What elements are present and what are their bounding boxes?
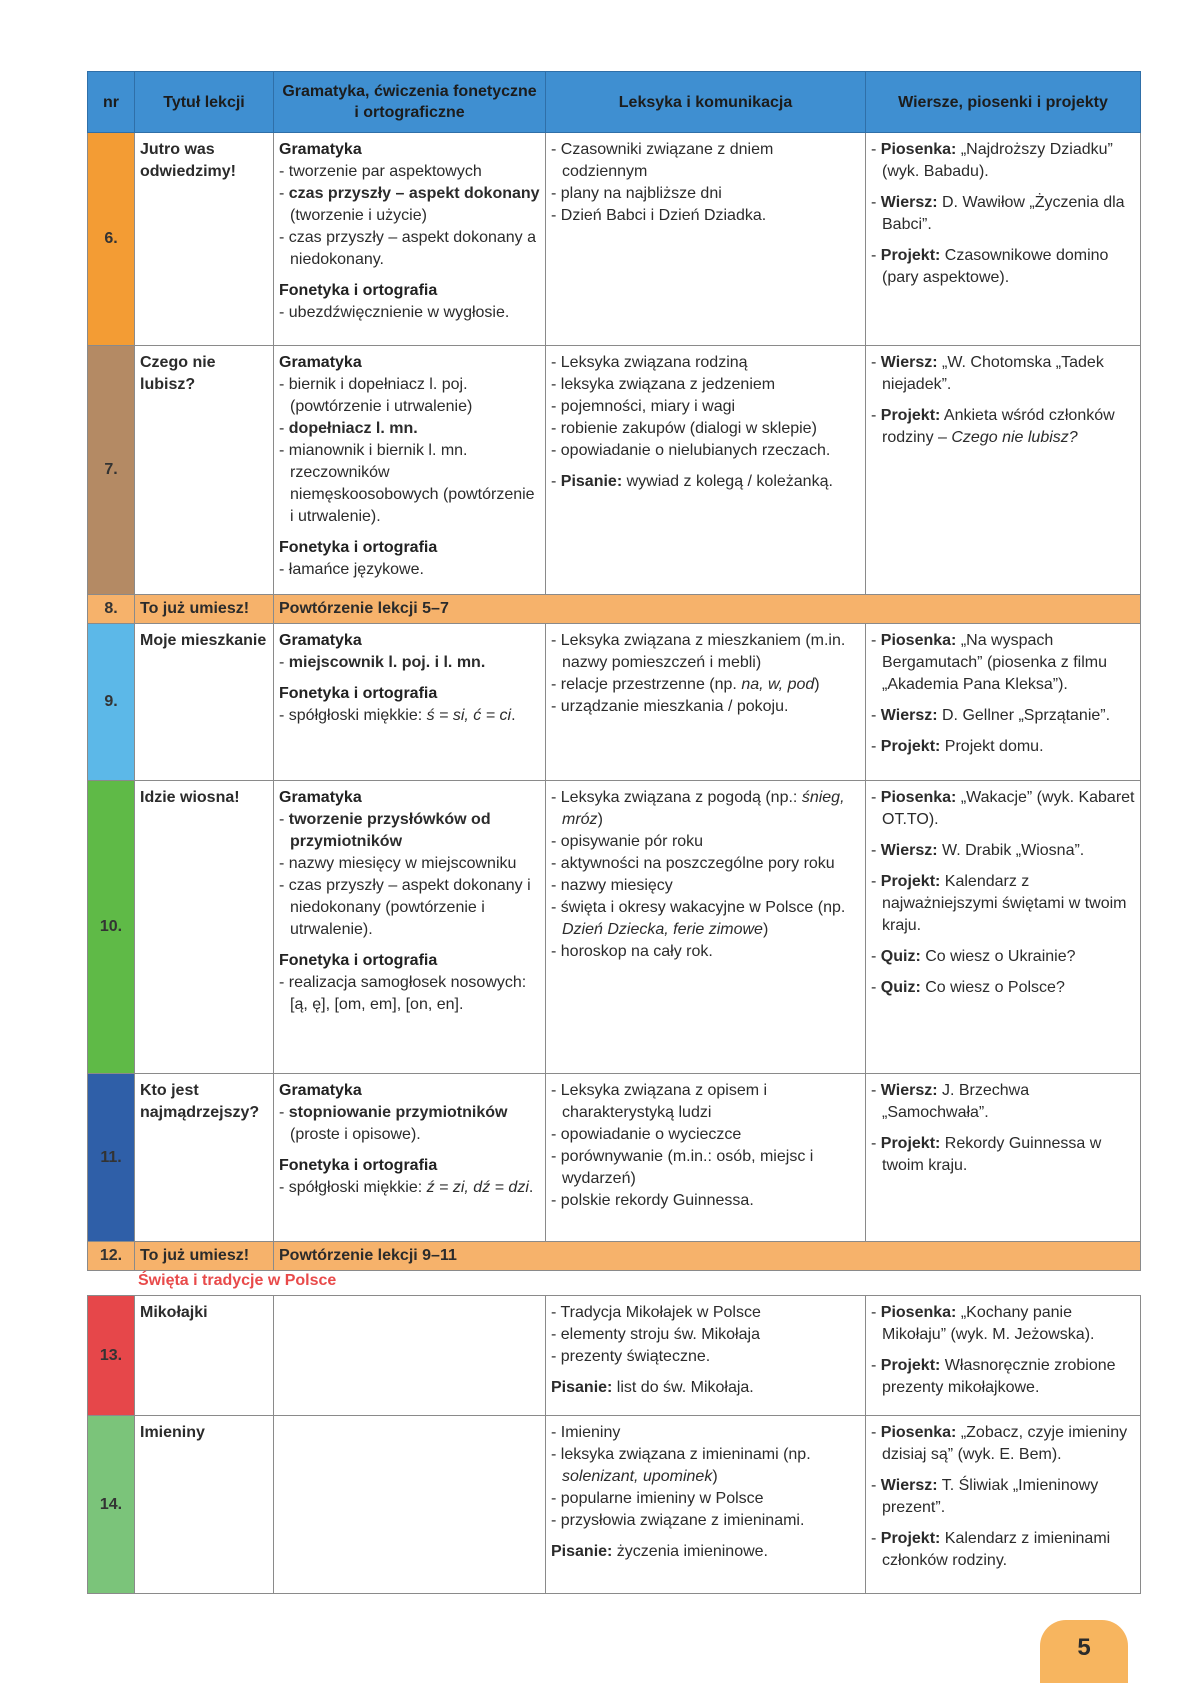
lesson-number: 7. xyxy=(88,346,135,595)
lexis-cell xyxy=(546,1416,866,1594)
project-item: - Piosenka: „Na wyspach Bergamutach” (piosenka z filmu „Akademia Pana Kleksa”). xyxy=(871,632,1107,693)
syllabus-table xyxy=(87,71,1141,1271)
project-item: - Projekt: Czasownikowe domino (pary aspektowe). xyxy=(871,247,1109,286)
phonetics-item: - ubezdźwięcznienie w wygłosie. xyxy=(279,304,510,321)
lesson-title: Kto jest najmądrzejszy? xyxy=(135,1074,274,1242)
lexis-item: - Leksyka związana z opisem i charakterystyką ludzi xyxy=(551,1082,768,1121)
lexis-item: - Czasowniki związane z dniem codziennym xyxy=(551,141,774,180)
lesson-row-11 xyxy=(88,1074,1141,1242)
grammar-item: - dopełniacz l. mn. xyxy=(279,420,418,437)
lexis-item: - prezenty świąteczne. xyxy=(551,1348,711,1365)
lexis-cell xyxy=(546,624,866,781)
lesson-number: 9. xyxy=(88,624,135,781)
grammar-item: - miejscownik l. poj. i l. mn. xyxy=(279,654,486,671)
holidays-table xyxy=(87,1295,1141,1594)
projects-cell xyxy=(866,624,1141,781)
lesson-row-7 xyxy=(88,346,1141,595)
lesson-row-10 xyxy=(88,781,1141,1074)
project-item: - Wiersz: T. Śliwiak „Imieninowy prezent”. xyxy=(871,1477,1099,1516)
lexis-cell xyxy=(546,1296,866,1416)
lexis-item: - Tradycja Mikołajek w Polsce xyxy=(551,1304,761,1321)
project-item: - Projekt: Projekt domu. xyxy=(871,738,1044,755)
lexis-item: - relacje przestrzenne (np. na, w, pod) xyxy=(551,676,820,693)
lexis-item: - nazwy miesięcy xyxy=(551,877,673,894)
grammar-item: - tworzenie przysłówków od przymiotników xyxy=(279,811,491,850)
project-item: - Quiz: Co wiesz o Ukrainie? xyxy=(871,948,1076,965)
lexis-cell xyxy=(546,346,866,595)
project-item: - Piosenka: „Kochany panie Mikołaju” (wyk. M. Jeżowska). xyxy=(871,1304,1095,1343)
phonetics-heading: Fonetyka i ortografia xyxy=(279,1157,438,1174)
project-item: - Projekt: Własnoręcznie zrobione prezenty mikołajkowe. xyxy=(871,1357,1116,1396)
project-item: - Projekt: Kalendarz z najważniejszymi świętami w twoim kraju. xyxy=(871,873,1127,934)
grammar-heading: Gramatyka xyxy=(279,354,362,371)
lexis-item: - leksyka związana z imieninami (np. solenizant, upominek) xyxy=(551,1446,811,1485)
writing-item: - Pisanie: wywiad z kolegą / koleżanką. xyxy=(551,473,833,490)
lexis-item: - Leksyka związana z mieszkaniem (m.in. nazwy pomieszczeń i mebli) xyxy=(551,632,846,671)
grammar-item: - mianownik i biernik l. mn. rzeczowników niemęskoosobowych (powtórzenie i utrwalenie). xyxy=(279,442,535,525)
lesson-number: 6. xyxy=(88,133,135,346)
phonetics-item: - realizacja samogłosek nosowych: [ą, ę], [om, em], [on, en]. xyxy=(279,974,527,1013)
section-heading: Święta i tradycje w Polsce xyxy=(138,1272,337,1289)
lesson-row-13 xyxy=(88,1296,1141,1416)
grammar-cell xyxy=(274,781,546,1074)
lesson-number: 10. xyxy=(88,781,135,1074)
grammar-item: - stopniowanie przymiotników xyxy=(279,1104,508,1121)
lesson-row-9 xyxy=(88,624,1141,781)
lesson-title: Mikołajki xyxy=(135,1296,274,1416)
phonetics-item: - łamańce językowe. xyxy=(279,561,424,578)
project-item: - Piosenka: „Wakacje” (wyk. Kabaret OT.TO). xyxy=(871,789,1135,828)
project-item: - Piosenka: „Zobacz, czyje imieniny dzisiaj są” (wyk. E. Bem). xyxy=(871,1424,1128,1463)
grammar-item: - tworzenie par aspektowych xyxy=(279,163,482,180)
grammar-heading: Gramatyka xyxy=(279,1082,362,1099)
lesson-number: 13. xyxy=(88,1296,135,1416)
grammar-item-bold: czas przyszły – aspekt dokonany xyxy=(288,185,540,202)
review-content: Powtórzenie lekcji 9–11 xyxy=(274,1242,1141,1271)
lexis-item: - święta i okresy wakacyjne w Polsce (np. Dzień Dziecka, ferie zimowe) xyxy=(551,899,846,938)
phonetics-item: - spółgłoski miękkie: ś = si, ć = ci. xyxy=(279,707,516,724)
lexis-item: - Leksyka związana rodziną xyxy=(551,354,748,371)
grammar-item: - nazwy miesięcy w miejscowniku xyxy=(279,855,517,872)
grammar-item-cont: (proste i opisowe). xyxy=(290,1126,421,1143)
lexis-item: - opowiadanie o nielubianych rzeczach. xyxy=(551,442,831,459)
lesson-number: 11. xyxy=(88,1074,135,1242)
lexis-cell xyxy=(546,781,866,1074)
project-item: - Wiersz: „W. Chotomska „Tadek niejadek”. xyxy=(871,354,1104,393)
lexis-item: - plany na najbliższe dni xyxy=(551,185,722,202)
grammar-heading: Gramatyka xyxy=(279,789,362,806)
lexis-item: - przysłowia związane z imieninami. xyxy=(551,1512,805,1529)
review-row-12 xyxy=(88,1242,1141,1271)
lexis-item: - polskie rekordy Guinnessa. xyxy=(551,1192,754,1209)
grammar-item: - czas przyszły – aspekt dokonany (tworzenie i użycie) xyxy=(279,185,540,224)
lexis-cell xyxy=(546,1074,866,1242)
lexis-item: - Dzień Babci i Dzień Dziadka. xyxy=(551,207,767,224)
lexis-item: - popularne imieniny w Polsce xyxy=(551,1490,764,1507)
phonetics-heading: Fonetyka i ortografia xyxy=(279,685,438,702)
project-item: - Projekt: Rekordy Guinnessa w twoim kraju. xyxy=(871,1135,1102,1174)
grammar-cell xyxy=(274,133,546,346)
lesson-title: Jutro was odwiedzimy! xyxy=(135,133,274,346)
project-item: - Projekt: Ankieta wśród członków rodziny – Czego nie lubisz? xyxy=(871,407,1115,446)
grammar-heading: Gramatyka xyxy=(279,141,362,158)
grammar-item: - czas przyszły – aspekt dokonany i niedokonany (powtórzenie i utrwalenie). xyxy=(279,877,531,938)
phonetics-heading: Fonetyka i ortografia xyxy=(279,539,438,556)
review-content: Powtórzenie lekcji 5–7 xyxy=(274,595,1141,624)
grammar-cell xyxy=(274,624,546,781)
lexis-item: - Leksyka związana z pogodą (np.: śnieg, mróz) xyxy=(551,789,845,828)
lexis-item: - leksyka związana z jedzeniem xyxy=(551,376,776,393)
lexis-item: - horoskop na cały rok. xyxy=(551,943,713,960)
header-row xyxy=(88,72,1141,133)
lexis-item: - pojemności, miary i wagi xyxy=(551,398,736,415)
header-grammar: Gramatyka, ćwiczenia fonetyczne i ortograficzne xyxy=(274,72,546,133)
grammar-item: - czas przyszły – aspekt dokonany a niedokonany. xyxy=(279,229,537,268)
grammar-item: - biernik i dopełniacz l. poj. (powtórzenie i utrwalenie) xyxy=(279,376,473,415)
lesson-title: Imieniny xyxy=(135,1416,274,1594)
projects-cell xyxy=(866,1074,1141,1242)
grammar-item-rest: (tworzenie i użycie) xyxy=(290,207,427,224)
grammar-cell xyxy=(274,1074,546,1242)
project-item: - Quiz: Co wiesz o Polsce? xyxy=(871,979,1065,996)
projects-cell xyxy=(866,781,1141,1074)
page-number: 5 xyxy=(1040,1620,1128,1683)
lexis-item: - elementy stroju św. Mikołaja xyxy=(551,1326,760,1343)
grammar-cell xyxy=(274,346,546,595)
lesson-number: 12. xyxy=(88,1242,135,1271)
lexis-item: - robienie zakupów (dialogi w sklepie) xyxy=(551,420,817,437)
project-item: - Wiersz: W. Drabik „Wiosna”. xyxy=(871,842,1085,859)
review-row-8 xyxy=(88,595,1141,624)
project-item: - Piosenka: „Najdroższy Dziadku” (wyk. Babadu). xyxy=(871,141,1113,180)
phonetics-item: - spółgłoski miękkie: ź = zi, dź = dzi. xyxy=(279,1179,534,1196)
projects-cell xyxy=(866,346,1141,595)
lesson-title: To już umiesz! xyxy=(135,1242,274,1271)
lexis-cell xyxy=(546,133,866,346)
lesson-row-14 xyxy=(88,1416,1141,1594)
lesson-title: Idzie wiosna! xyxy=(135,781,274,1074)
lexis-item: - Imieniny xyxy=(551,1424,621,1441)
writing-item: Pisanie: życzenia imieninowe. xyxy=(551,1543,768,1560)
lesson-title: To już umiesz! xyxy=(135,595,274,624)
lesson-number: 8. xyxy=(88,595,135,624)
lexis-item: - urządzanie mieszkania / pokoju. xyxy=(551,698,789,715)
header-lexis: Leksyka i komunikacja xyxy=(546,72,866,133)
grammar-heading: Gramatyka xyxy=(279,632,362,649)
phonetics-heading: Fonetyka i ortografia xyxy=(279,952,438,969)
project-item: - Wiersz: D. Wawiłow „Życzenia dla Babci”. xyxy=(871,194,1125,233)
lexis-item: - porównywanie (m.in.: osób, miejsc i wydarzeń) xyxy=(551,1148,814,1187)
project-item: - Wiersz: D. Gellner „Sprzątanie”. xyxy=(871,707,1111,724)
header-title: Tytuł lekcji xyxy=(135,72,274,133)
lexis-item: - aktywności na poszczególne pory roku xyxy=(551,855,835,872)
lexis-item: - opowiadanie o wycieczce xyxy=(551,1126,742,1143)
lesson-row-6 xyxy=(88,133,1141,346)
lesson-title: Czego nie lubisz? xyxy=(135,346,274,595)
phonetics-heading: Fonetyka i ortografia xyxy=(279,282,438,299)
grammar-cell xyxy=(274,1416,546,1594)
grammar-cell xyxy=(274,1296,546,1416)
project-item: - Projekt: Kalendarz z imieninami członków rodziny. xyxy=(871,1530,1111,1569)
project-item: - Wiersz: J. Brzechwa „Samochwała”. xyxy=(871,1082,1030,1121)
writing-item: Pisanie: list do św. Mikołaja. xyxy=(551,1379,754,1396)
projects-cell xyxy=(866,1416,1141,1594)
lesson-title: Moje mieszkanie xyxy=(135,624,274,781)
header-nr: nr xyxy=(88,72,135,133)
lesson-number: 14. xyxy=(88,1416,135,1594)
projects-cell xyxy=(866,133,1141,346)
projects-cell xyxy=(866,1296,1141,1416)
lexis-item: - opisywanie pór roku xyxy=(551,833,704,850)
header-projects: Wiersze, piosenki i projekty xyxy=(866,72,1141,133)
